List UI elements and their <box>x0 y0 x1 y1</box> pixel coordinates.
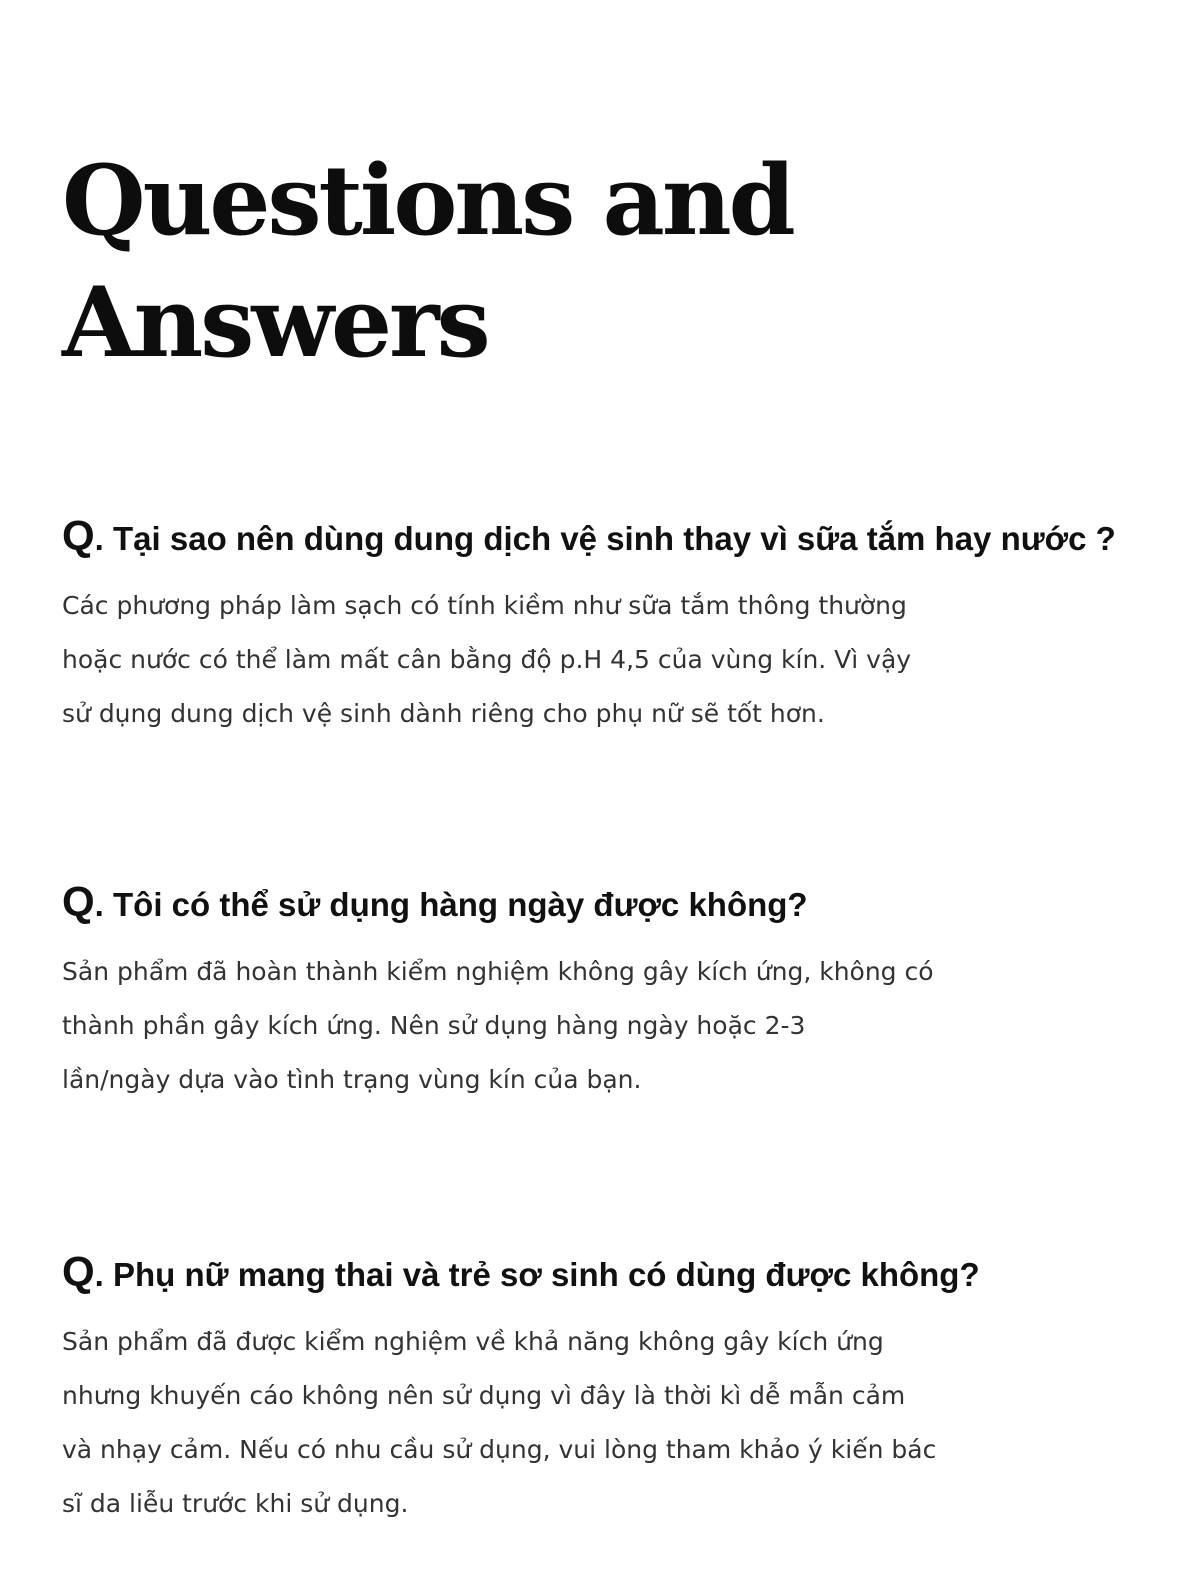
question-text: . Phụ nữ mang thai và trẻ sơ sinh có dùng được không? <box>94 1256 980 1293</box>
question-3 <box>62 1250 1177 1297</box>
answer-line: sử dụng dung dịch vệ sinh dành riêng cho phụ nữ sẽ tốt hơn. <box>62 699 825 728</box>
answer-2 <box>62 945 1032 1107</box>
question-2 <box>62 880 1177 927</box>
q-marker: Q <box>62 512 95 559</box>
qa-item-2 <box>62 880 1177 1107</box>
answer-1 <box>62 579 1032 741</box>
answer-line: lần/ngày dựa vào tình trạng vùng kín của bạn. <box>62 1065 642 1094</box>
answer-line: Các phương pháp làm sạch có tính kiềm như sữa tắm thông thường <box>62 591 907 620</box>
answer-line: và nhạy cảm. Nếu có nhu cầu sử dụng, vui lòng tham khảo ý kiến bác <box>62 1435 937 1464</box>
answer-line: sĩ da liễu trước khi sử dụng. <box>62 1489 409 1518</box>
page-title-line-1: Questions and <box>62 144 793 257</box>
answer-line: nhưng khuyến cáo không nên sử dụng vì đây là thời kì dễ mẫn cảm <box>62 1381 906 1410</box>
answer-line: Sản phẩm đã hoàn thành kiểm nghiệm không gây kích ứng, không có <box>62 957 934 986</box>
answer-line: Sản phẩm đã được kiểm nghiệm về khả năng không gây kích ứng <box>62 1327 884 1356</box>
answer-line: hoặc nước có thể làm mất cân bằng độ p.H 4,5 của vùng kín. Vì vậy <box>62 645 912 674</box>
answer-line: thành phần gây kích ứng. Nên sử dụng hàng ngày hoặc 2-3 <box>62 1011 806 1040</box>
q-marker: Q <box>62 1248 95 1295</box>
qa-item-1 <box>62 514 1177 741</box>
question-1 <box>62 514 1177 561</box>
qa-item-3 <box>62 1250 1177 1531</box>
question-text: . Tôi có thể sử dụng hàng ngày được không? <box>94 886 808 923</box>
page-title-line-2: Answers <box>62 266 488 379</box>
answer-3 <box>62 1315 1032 1531</box>
question-text: . Tại sao nên dùng dung dịch vệ sinh thay vì sữa tắm hay nước ? <box>94 520 1116 557</box>
q-marker: Q <box>62 878 95 925</box>
page-title <box>62 140 793 384</box>
